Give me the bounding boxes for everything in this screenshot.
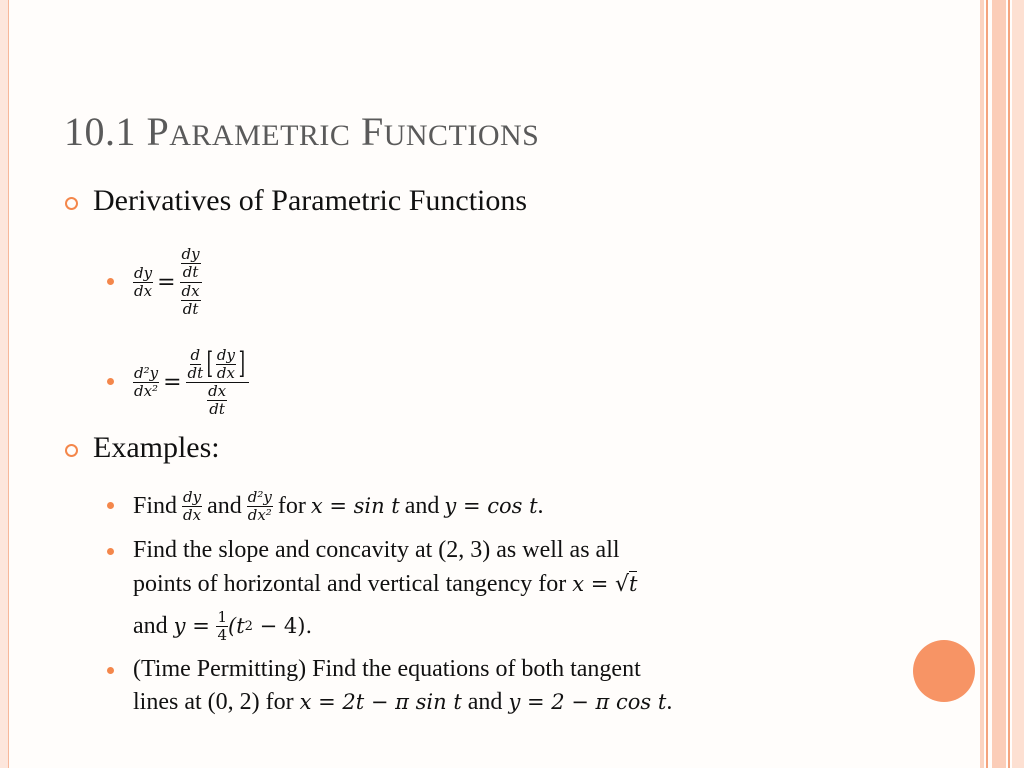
formula2-lhs: $\frac{\text{d²y}}{\text{dx²}}$ [134,363,159,400]
right-border-decoration [980,0,1024,768]
accent-circle [913,640,975,702]
title-word-2-rest: UNCTIONS [383,119,540,152]
right-stripe-1 [980,0,984,768]
right-stripe-4 [1008,0,1010,768]
formula-first-derivative [133,238,202,326]
formula2-equals: = [163,369,182,395]
slide-title [64,108,539,155]
formula1-rhs: $\frac{\frac{dy}{dt}}{\frac{dx}{dt}}$ [181,245,200,318]
section-heading-derivatives: Derivatives of Parametric Functions [93,184,528,217]
formula1-lhs: $\frac{dy}{dx}$ [134,263,153,300]
example-3-line-1: (Time Permitting) Find the equations of both tangent [133,656,641,682]
title-word-1-rest: ARAMETRIC [169,119,351,152]
bullet-dot-icon [107,502,114,509]
right-stripe-3 [992,0,1006,768]
bullet-circle-icon [65,444,78,457]
bullet-dot-icon [107,548,114,555]
example-2-line-3: and y = $\frac{1}{4}$ (t 2 − 4). [133,607,313,644]
formula2-rhs: $\frac{d}{dt}$ [ $\frac{dy}{dx}$ ] $\frac{dx}{dt}$ [186,347,249,418]
bullet-dot-icon [107,667,114,674]
example-2-line-1: Find the slope and concavity at (2, 3) as well as all [133,537,620,563]
formula1-equals: = [157,269,176,295]
title-number: 10.1 [64,109,136,154]
bullet-circle-icon [65,197,78,210]
example-2-line-2: points of horizontal and vertical tangency for x = √t [133,571,638,597]
right-stripe-2 [986,0,988,768]
title-word-1-initial: P [146,109,170,154]
left-border-decoration [0,0,9,768]
right-stripe-5 [1012,0,1024,768]
bullet-dot-icon [107,278,114,285]
example-1: Find $\frac{dy}{dx}$ and $\frac{\text{d²y}}{\text{dx²}}$ for x = sin t and y = cos t . [133,487,544,524]
example-3-line-2: lines at (0, 2) for x = 2t − π sin t and y = 2 − π cos t. [133,689,673,715]
section-heading-examples: Examples: [93,431,220,464]
title-word-2-initial: F [360,109,384,154]
bullet-dot-icon [107,378,114,385]
formula-second-derivative [133,338,249,426]
